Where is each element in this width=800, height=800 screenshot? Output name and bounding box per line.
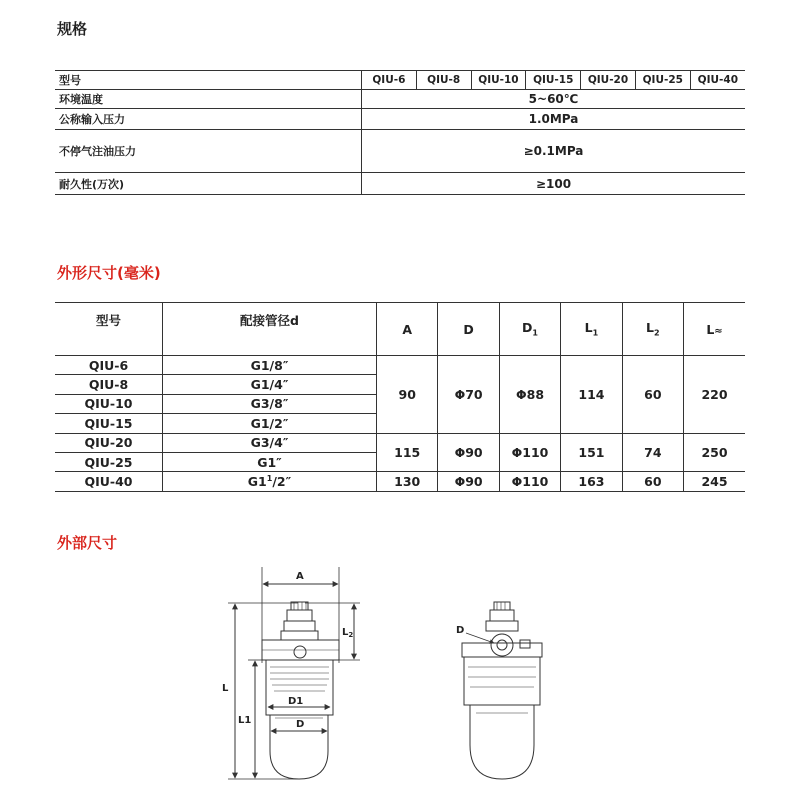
spec-value: 1.0MPa (528, 112, 579, 126)
top-collar (281, 631, 318, 640)
port-cell: G1/8″ (163, 356, 377, 375)
value-D1: Φ88 (499, 356, 560, 434)
port-cell (163, 472, 377, 491)
header-L-sym: ≈ (714, 325, 723, 337)
port-circle (294, 646, 306, 658)
label-L1: L1 (238, 715, 252, 726)
dimensions-table (55, 302, 745, 492)
model-cell: QIU-6 (55, 356, 163, 375)
external-title: 外部尺寸 (57, 534, 118, 552)
spec-model-cell: QIU-20 (581, 71, 636, 90)
label-A: A (296, 571, 304, 582)
label-L2-main: L (342, 627, 349, 638)
spec-row (55, 90, 745, 109)
table-row (55, 433, 745, 452)
value-L2: 60 (622, 472, 683, 491)
spec-title: 规格 (57, 20, 88, 38)
header-L2-main: L (646, 320, 655, 336)
header-model: 型号 (55, 303, 163, 356)
header-D1-main: D (522, 320, 533, 336)
spec-row (55, 109, 745, 130)
header-A: A (377, 303, 438, 356)
port-cell: G3/8″ (163, 394, 377, 413)
side-top-neck (486, 621, 518, 631)
header-L1 (561, 303, 622, 356)
side-bowl-guard (464, 657, 540, 705)
header-L1-main: L (584, 320, 593, 336)
model-cell: QIU-25 (55, 452, 163, 471)
spec-model-cell: QIU-10 (471, 71, 526, 90)
header-port: 配接管径d (163, 303, 377, 356)
model-cell: QIU-8 (55, 375, 163, 394)
header-L2 (622, 303, 683, 356)
spec-label: 型号 (55, 71, 362, 90)
port-cell: G1/2″ (163, 414, 377, 433)
port-main: G1 (247, 474, 267, 490)
side-top-cap (490, 610, 514, 621)
value-L: 220 (684, 356, 745, 434)
value-D1: Φ110 (499, 472, 560, 491)
side-port (491, 634, 513, 656)
header-D1 (499, 303, 560, 356)
value-L1: 151 (561, 433, 622, 472)
value-L2: 74 (622, 433, 683, 472)
spec-label: 公称输入压力 (55, 109, 362, 130)
header-L1-sub: 1 (592, 328, 599, 338)
spec-row (55, 130, 745, 173)
value-D: Φ90 (438, 433, 499, 472)
header-L (684, 303, 745, 356)
table-row (55, 356, 745, 375)
side-nut (520, 640, 530, 648)
side-port-inner (497, 640, 507, 650)
side-label-D: D (456, 625, 465, 636)
value-L1: 163 (561, 472, 622, 491)
value-L2: 60 (622, 356, 683, 434)
port-sup: 1 (266, 473, 273, 483)
header-D: D (438, 303, 499, 356)
model-cell: QIU-40 (55, 472, 163, 491)
spec-row (55, 173, 745, 195)
spec-row-model (55, 71, 745, 90)
header-L2-sub: 2 (654, 328, 660, 338)
value-A: 90 (377, 356, 438, 434)
technical-drawing (0, 555, 800, 800)
value-A: 115 (377, 433, 438, 472)
spec-value: ≥0.1MPa (523, 144, 584, 158)
value-D1: Φ110 (499, 433, 560, 472)
top-neck (284, 621, 315, 631)
port-cell: G1/4″ (163, 375, 377, 394)
value-L: 250 (684, 433, 745, 472)
label-D1: D1 (288, 696, 304, 707)
dimensions-header-row (55, 303, 745, 356)
value-D: Φ70 (438, 356, 499, 434)
model-cell: QIU-10 (55, 394, 163, 413)
label-L2-sub: 2 (348, 631, 354, 639)
side-top-fitting (494, 602, 510, 610)
side-bowl (470, 705, 534, 779)
spec-label: 不停气注油压力 (55, 130, 362, 173)
model-cell: QIU-20 (55, 433, 163, 452)
spec-model-cell: QIU-25 (635, 71, 690, 90)
header-L-main: L (706, 321, 715, 337)
table-row (55, 472, 745, 491)
front-view-drawing (228, 567, 360, 779)
label-L2 (342, 627, 353, 639)
top-cap (287, 610, 312, 621)
value-D: Φ90 (438, 472, 499, 491)
label-D: D (296, 719, 305, 730)
dimensions-title: 外形尺寸(毫米) (57, 264, 161, 282)
spec-model-cell: QIU-15 (526, 71, 581, 90)
port-tail: /2″ (272, 474, 292, 490)
spec-model-cell: QIU-8 (416, 71, 471, 90)
spec-model-cell: QIU-40 (697, 74, 739, 86)
value-L1: 114 (561, 356, 622, 434)
spec-value: ≥100 (535, 176, 572, 191)
side-D-leader (466, 633, 494, 643)
spec-value: 5~60℃ (528, 92, 579, 106)
label-L: L (222, 683, 229, 694)
spec-table (55, 70, 745, 195)
port-cell: G1″ (163, 452, 377, 471)
spec-label: 环境温度 (55, 90, 362, 109)
model-cell: QIU-15 (55, 414, 163, 433)
spec-model-cell: QIU-6 (362, 71, 417, 90)
port-cell: G3/4″ (163, 433, 377, 452)
header-D1-sub: 1 (532, 328, 538, 338)
spec-label: 耐久性(万次) (55, 173, 362, 195)
value-A: 130 (377, 472, 438, 491)
side-view-drawing (462, 602, 542, 779)
value-L: 245 (684, 472, 745, 491)
